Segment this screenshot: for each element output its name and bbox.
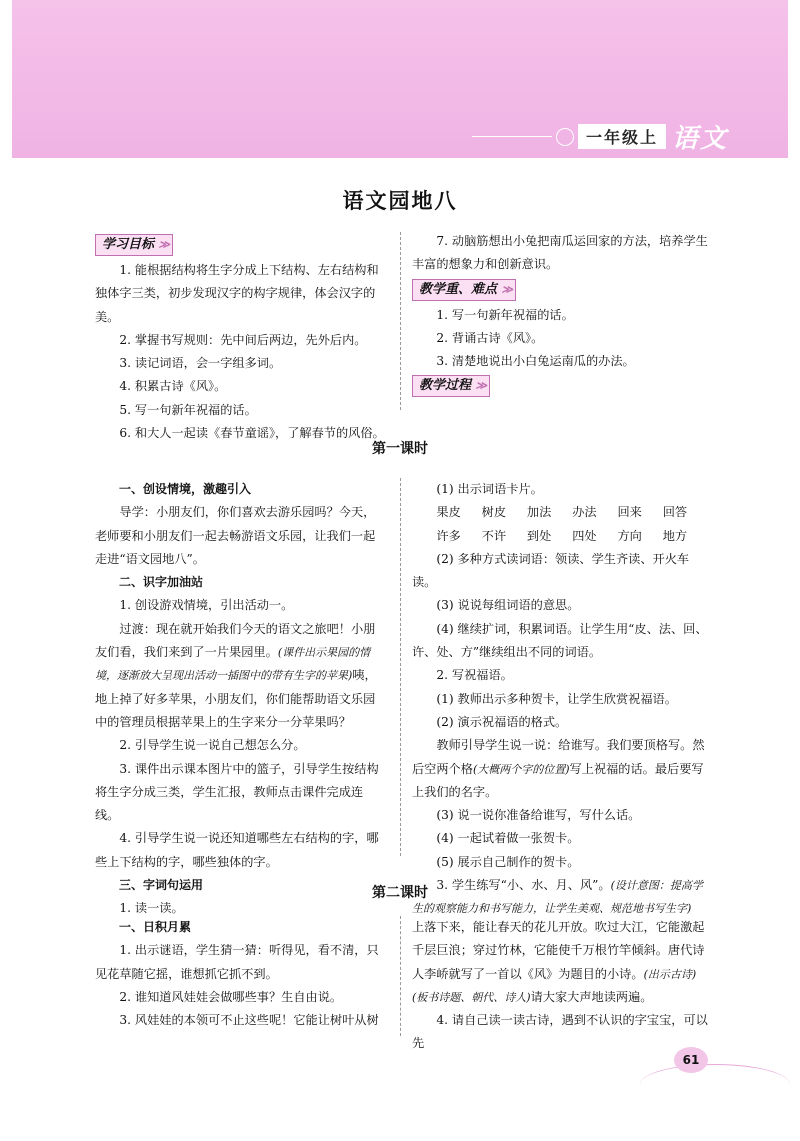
paragraph: 3. 风娃娃的本领可不止这些呢！它能让树叶从树 xyxy=(119,1013,379,1028)
paragraph: 2. 写祝福语。 xyxy=(436,668,513,683)
paragraph: 2. 谁知道风娃娃会做哪些事？生自由说。 xyxy=(119,989,343,1004)
keypoint-item: 2. 背诵古诗《风》。 xyxy=(436,330,544,345)
word: 回答 xyxy=(662,505,688,520)
paragraph: (3) 说说每组词语的意思。 xyxy=(436,598,580,613)
word: 不许 xyxy=(481,528,507,543)
lesson1-heading: 第一课时 xyxy=(372,441,428,457)
lesson1-right-column xyxy=(412,478,708,921)
paragraph: (1) 教师出示多种贺卡，让学生欣赏祝福语。 xyxy=(436,691,677,706)
header-decoration xyxy=(472,118,728,155)
word: 地方 xyxy=(662,528,688,543)
paragraph: (3) 说一说你准备给谁写，写什么话。 xyxy=(436,808,641,823)
column-divider xyxy=(400,478,401,856)
page-decoration xyxy=(640,1064,790,1105)
paragraph: (4) 一起试着做一张贺卡。 xyxy=(436,831,580,846)
word-row xyxy=(412,501,708,524)
section-heading: 一、创设情境，激趣引入 xyxy=(119,482,252,496)
text-span: 请大家大声地读两遍。 xyxy=(530,989,653,1004)
word: 四处 xyxy=(572,528,597,543)
note-span: (课件出示果园的情境，逐渐放大呈现出活动一插图中的带有生字的苹果) xyxy=(95,646,371,683)
text-span: 3. 学生练写“小、水、月、风”。 xyxy=(436,878,611,893)
paragraph: 3. 课件出示课本图片中的篮子，引导学生按结构将生字分成三类，学生汇报，教师点击课件完成连线。 xyxy=(95,761,379,823)
lesson2-left-column xyxy=(95,916,387,1032)
word: 方向 xyxy=(617,528,642,543)
word-row xyxy=(412,525,708,548)
text-span: 咦，地上掉了好多苹果，小朋友们，你们能帮助语文乐园中的管理员根据苹果上的生字来分一分苹果吗？ xyxy=(95,668,377,729)
lesson2-right-column xyxy=(412,916,708,1056)
paragraph: (4) 继续扩词，积累词语。让学生用“皮、法、回、许、处、方”继续组出不同的词语。 xyxy=(412,621,708,660)
word: 许多 xyxy=(436,528,461,543)
deco-circle-icon xyxy=(556,128,574,146)
text-span: 教师引导学生说一说：给谁写。我们要顶格写。然后空两个格 xyxy=(412,738,705,776)
section-heading: 三、字词句运用 xyxy=(119,878,204,893)
header-banner xyxy=(12,0,788,158)
paragraph: (5) 展示自己制作的贺卡。 xyxy=(436,854,580,869)
text-span: 过渡：现在就开始我们今天的语文之旅吧！小朋友们看，我们来到了一片果园里。 xyxy=(95,621,376,660)
word: 树皮 xyxy=(481,505,507,520)
paragraph: 导学：小朋友们，你们喜欢去游乐园吗？今天，老师要和小朋友们一起去畅游语文乐园，让我们一起走进“语文园地八”。 xyxy=(95,505,376,566)
paragraph: 1. 出示谜语，学生猜一猜：听得见，看不清，只见花草随它摇，谁想抓它抓不到。 xyxy=(95,943,379,981)
objectives-column xyxy=(95,232,385,445)
grade-label: 一年级上 xyxy=(578,124,666,149)
objective-item: 2. 掌握书写规则：先中间后两边，先外后内。 xyxy=(119,332,367,347)
subject-label: 语文 xyxy=(671,124,728,154)
keypoint-item: 3. 清楚地说出小白兔运南瓜的办法。 xyxy=(436,354,635,369)
page-title: 语文园地八 xyxy=(342,189,458,213)
paragraph: 1. 创设游戏情境，引出活动一。 xyxy=(119,598,294,613)
page-number: 61 xyxy=(674,1047,708,1073)
objective-item: 3. 读记词语，会一字组多词。 xyxy=(119,356,282,371)
process-badge: 教学过程 ≫ xyxy=(412,375,490,397)
section-heading: 一、日积月累 xyxy=(119,920,192,934)
paragraph: (2) 多种方式读词语：领读、学生齐读、开火车读。 xyxy=(412,551,690,590)
objective-item: 7. 动脑筋想出小兔把南瓜运回家的方法，培养学生丰富的想象力和创新意识。 xyxy=(412,234,708,272)
note-span: (大概两个字的位置) xyxy=(472,762,570,776)
lesson2-heading: 第二课时 xyxy=(372,885,428,901)
lesson1-left-column xyxy=(95,478,387,921)
paragraph: (1) 出示词语卡片。 xyxy=(436,482,543,496)
paragraph: 2. 引导学生说一说自己想怎么分。 xyxy=(119,738,306,753)
paragraph: 4. 引导学生说一说还知道哪些左右结构的字，哪些上下结构的字，哪些独体的字。 xyxy=(95,831,379,869)
objective-item: 1. 能根据结构将生字分成上下结构、左右结构和独体字三类，初步发现汉字的构字规律，体会汉字的美。 xyxy=(95,263,379,324)
paragraph xyxy=(412,916,708,1009)
note-span: (设计意图：提高学生的观察能力和书写能力，让学生美观、规范地书写生字) xyxy=(412,879,703,916)
word: 果皮 xyxy=(436,505,461,520)
objective-item: 4. 积累古诗《风》。 xyxy=(119,379,227,394)
objectives-badge: 学习目标 ≫ xyxy=(95,234,173,256)
text-span: 写上祝福的话。最后要写上我们的名字。 xyxy=(412,761,704,799)
text-span: 上落下来，能让春天的花儿开放。吹过大江，它能激起千层巨浪；穿过竹林，它能使千万根竹竿倾斜。唐代诗人李峤就写了一首以《风》为题目的小诗。 xyxy=(412,920,705,981)
objective-item: 5. 写一句新年祝福的话。 xyxy=(119,402,257,417)
keypoints-badge: 教学重、难点 ≫ xyxy=(412,279,516,301)
keypoints-column xyxy=(412,230,708,400)
paragraph xyxy=(412,734,708,804)
word: 办法 xyxy=(572,505,597,520)
objective-item: 6. 和大人一起读《春节童谣》，了解春节的风俗。 xyxy=(119,426,385,441)
paragraph: 4. 请自己读一读古诗，遇到不认识的字宝宝，可以先 xyxy=(412,1013,708,1051)
column-divider xyxy=(400,916,401,1036)
paragraph: 1. 读一读。 xyxy=(119,901,184,916)
column-divider xyxy=(400,232,401,410)
paragraph: (2) 演示祝福语的格式。 xyxy=(436,714,568,729)
word: 加法 xyxy=(526,505,552,520)
section-heading: 二、识字加油站 xyxy=(119,575,204,590)
keypoint-item: 1. 写一句新年祝福的话。 xyxy=(436,307,574,322)
note-span: (板书诗题、朝代、诗人) xyxy=(412,990,531,1004)
note-span: (出示古诗) xyxy=(643,967,697,981)
word: 回来 xyxy=(617,505,642,520)
paragraph xyxy=(95,618,387,734)
word: 到处 xyxy=(526,528,552,543)
deco-line xyxy=(472,136,552,137)
